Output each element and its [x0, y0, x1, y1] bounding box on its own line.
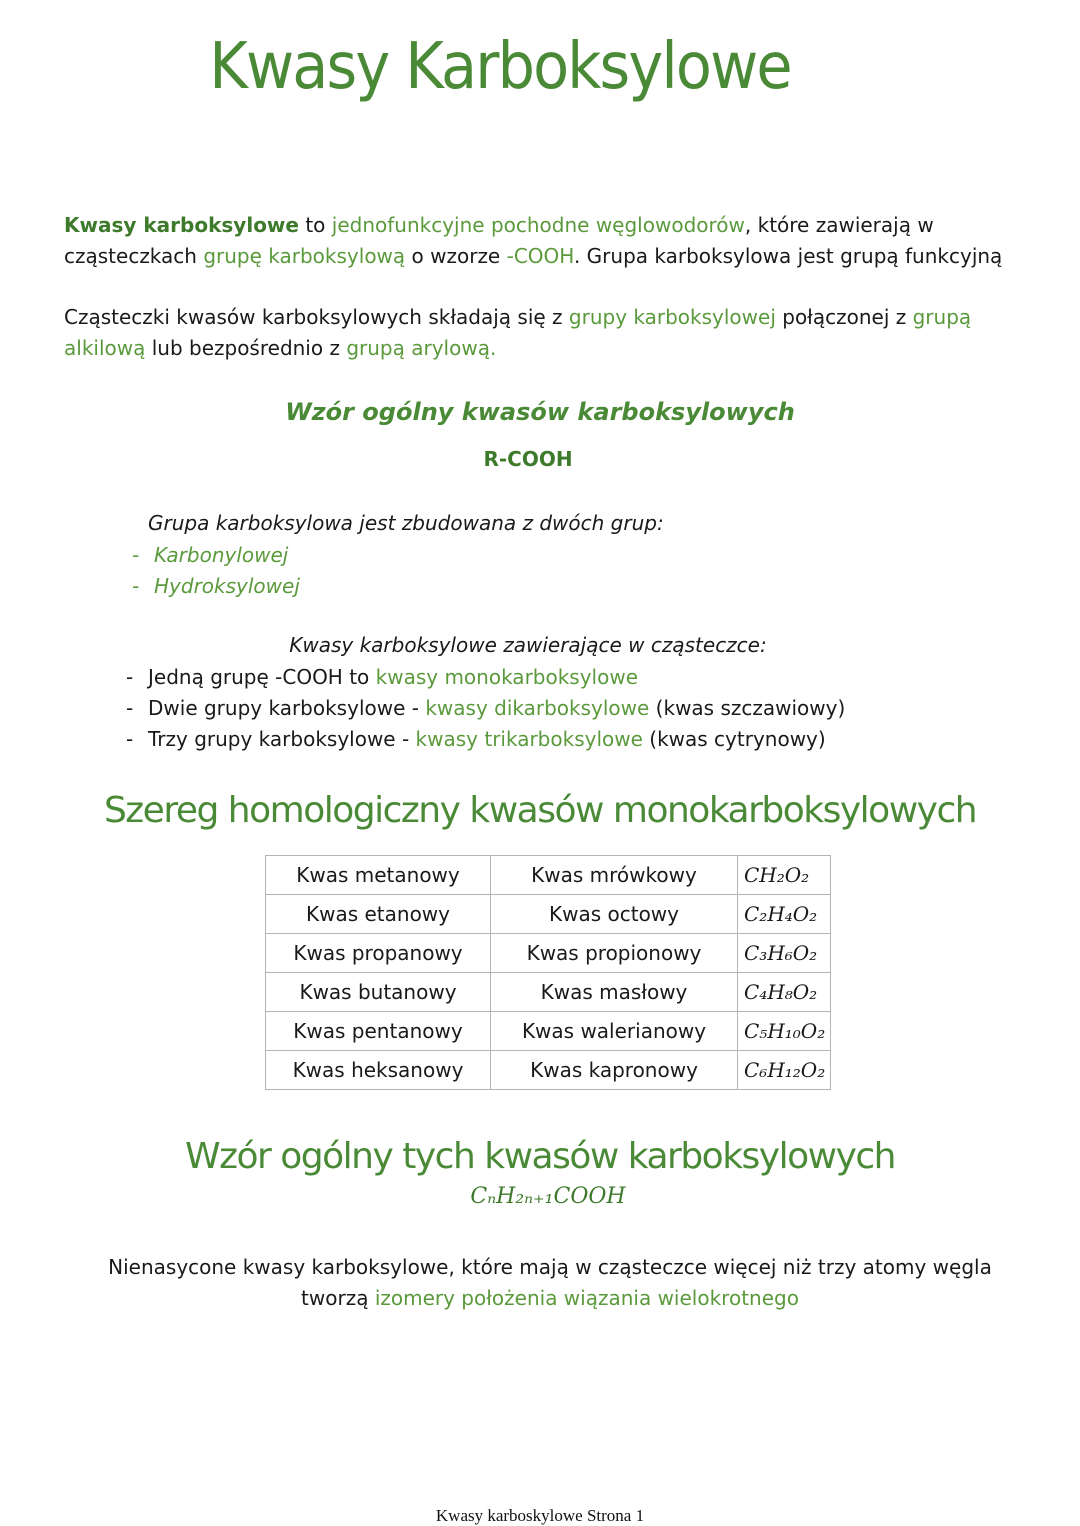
list-item	[126, 693, 845, 724]
text: Jedną grupę -COOH to	[148, 665, 376, 689]
term-monofunctional: jednofunkcyjne pochodne węglowodorów	[331, 213, 745, 237]
term-isomers: izomery położenia wiązania wielokrotnego	[374, 1286, 799, 1310]
term-alkyl: grupą alkilową	[64, 305, 972, 360]
types-intro: Kwasy karboksylowe zawierające w cząsteczce:	[289, 633, 767, 657]
common-name: Kwas walerianowy	[491, 1012, 738, 1051]
text: to	[298, 213, 332, 237]
systematic-name: Kwas etanowy	[266, 895, 491, 934]
molecular-formula: C₅H₁₀O₂	[738, 1012, 831, 1051]
isomers-paragraph	[100, 1252, 1000, 1314]
molecular-formula: C₂H₄O₂	[738, 895, 831, 934]
table-row	[266, 1051, 831, 1090]
term: kwasy dikarboksylowe	[425, 696, 650, 720]
text: Dwie grupy karboksylowe -	[148, 696, 426, 720]
common-name: Kwas mrówkowy	[491, 856, 738, 895]
table-row	[266, 973, 831, 1012]
list-item: - Karbonylowej	[132, 540, 300, 571]
general2-heading: Wzór ogólny tych kwasów karboksylowych	[185, 1136, 895, 1177]
general2-formula: CₙH₂ₙ₊₁COOH	[470, 1184, 626, 1209]
term-carboxyl-group: grupę karboksylową	[203, 244, 406, 268]
text: lub bezpośrednio z	[145, 336, 347, 360]
text: połączonej z	[775, 305, 913, 329]
systematic-name: Kwas propanowy	[266, 934, 491, 973]
term-carboxylic-acids: Kwasy karboksylowe	[64, 213, 299, 237]
table-row	[266, 1012, 831, 1051]
structure-paragraph: Cząsteczki kwasów karboksylowych składają się z grupy karboksylowej połączonej z grupą alkilową lub bezpośrednio z grupą arylową.	[64, 305, 972, 360]
common-name: Kwas kapronowy	[491, 1051, 738, 1090]
text: (kwas szczawiowy)	[649, 696, 846, 720]
footer: Kwasy karboskylowe Strona 1	[435, 1506, 645, 1525]
text: Nienasycone kwasy karboksylowe, które mają w cząsteczce więcej niż trzy atomy węgla tworzą	[108, 1255, 992, 1310]
systematic-name: Kwas heksanowy	[266, 1051, 491, 1090]
common-name: Kwas propionowy	[491, 934, 738, 973]
molecular-formula: C₄H₈O₂	[738, 973, 831, 1012]
table-row	[266, 934, 831, 973]
homolog-heading: Szereg homologiczny kwasów monokarboksylowych	[103, 790, 977, 831]
text: (kwas cytrynowy)	[642, 727, 826, 751]
list-item: - Hydroksylowej	[132, 571, 300, 602]
list-item	[126, 724, 845, 755]
molecular-formula: CH₂O₂	[738, 856, 831, 895]
text: . Grupa karboksylowa jest grupą funkcyjną	[573, 244, 1003, 268]
systematic-name: Kwas butanowy	[266, 973, 491, 1012]
term-cooh: -COOH	[506, 244, 574, 268]
groups-intro: Grupa karboksylowa jest zbudowana z dwóch grup:	[148, 511, 664, 535]
list-item	[126, 662, 845, 693]
text: , które zawierają w cząsteczkach	[64, 213, 934, 268]
groups-list	[132, 540, 300, 602]
text: Trzy grupy karboksylowe -	[148, 727, 416, 751]
text: o wzorze	[405, 244, 507, 268]
text: Cząsteczki kwasów karboksylowych składają się z	[64, 305, 569, 329]
general-formula-heading: Wzór ogólny kwasów karboksylowych	[285, 398, 795, 426]
homolog-table	[265, 855, 831, 1090]
systematic-name: Kwas pentanowy	[266, 1012, 491, 1051]
term-carboxyl: grupy karboksylowej	[568, 305, 776, 329]
molecular-formula: C₆H₁₂O₂	[738, 1051, 831, 1090]
term: kwasy trikarboksylowe	[415, 727, 643, 751]
common-name: Kwas octowy	[491, 895, 738, 934]
molecular-formula: C₃H₆O₂	[738, 934, 831, 973]
term-aryl: grupą arylową	[346, 336, 490, 360]
table-row	[266, 895, 831, 934]
general-formula: R-COOH	[483, 447, 573, 471]
common-name: Kwas masłowy	[491, 973, 738, 1012]
term: kwasy monokarboksylowe	[375, 665, 639, 689]
intro-paragraph	[64, 210, 1024, 272]
types-list	[126, 662, 845, 755]
table-row	[266, 856, 831, 895]
page-title: Kwasy Karboksylowe	[209, 30, 791, 104]
systematic-name: Kwas metanowy	[266, 856, 491, 895]
